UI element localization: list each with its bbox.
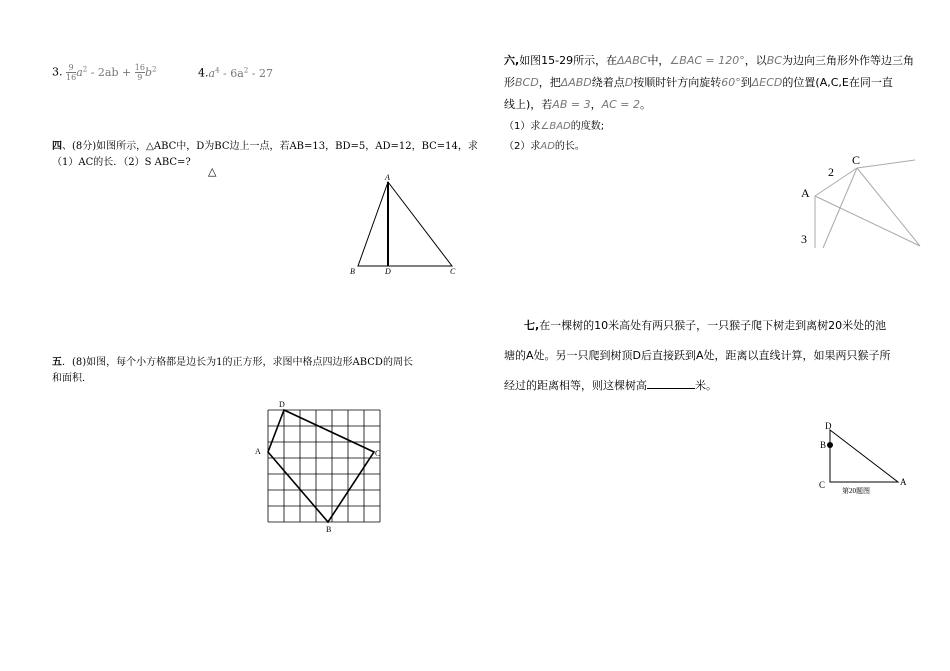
numerator: 9 <box>66 63 76 73</box>
label-d: D <box>279 400 285 409</box>
label-d: D <box>385 267 391 276</box>
text-run: 为边向三角形外作等边三角 <box>782 54 914 67</box>
exponent: 2 <box>151 65 157 73</box>
fraction-16-9 <box>135 63 145 82</box>
triangle-abc-figure <box>340 170 470 278</box>
text-run: 按顺时针方向旋转 <box>633 76 722 89</box>
math-triangle-abc: ΔABC <box>617 54 648 67</box>
question-4 <box>198 62 273 82</box>
math-d: D <box>624 76 634 89</box>
section-6-line-3 <box>504 94 914 116</box>
var-a: a <box>208 66 216 80</box>
text-run: ，以 <box>744 54 767 67</box>
math-bcd: BCD <box>515 76 539 89</box>
text-run: ， <box>590 98 602 111</box>
label-b: B <box>326 525 332 534</box>
label-c: C <box>852 153 861 167</box>
section-4-text <box>52 139 478 171</box>
section-6-questions <box>504 117 604 157</box>
section-heading: 六, <box>504 54 520 67</box>
section-heading: 五 <box>52 357 62 368</box>
label-a: A <box>255 447 261 456</box>
label-c: C <box>450 267 456 276</box>
math-ab-3: AB = 3 <box>552 98 591 111</box>
math-triangle-ecd: ΔECD <box>751 76 783 89</box>
var-a: a <box>76 65 83 79</box>
label-c: C <box>375 449 381 458</box>
segment-c-down <box>823 168 857 248</box>
text-run: （1）求 <box>504 121 541 132</box>
section-7-line-2 <box>504 341 891 371</box>
text-run: 到 <box>740 76 752 89</box>
text-run: 的度数; <box>570 121 605 132</box>
section-6-q2 <box>504 137 604 157</box>
text-run: 绕着点 <box>591 76 625 89</box>
numerator: 16 <box>134 63 145 73</box>
text-run: 的位置(A,C,E在同一直 <box>782 76 893 89</box>
segment-c-right <box>857 168 920 246</box>
expr-text: - 2ab + <box>87 65 132 79</box>
section-5-text <box>52 355 413 387</box>
text-run: ，把 <box>538 76 561 89</box>
label-d: D <box>825 421 832 431</box>
tree-monkey-figure <box>812 418 912 496</box>
question-3 <box>52 61 156 82</box>
section-6-text <box>504 50 914 116</box>
section-6-line-2 <box>504 72 914 94</box>
square-grid <box>268 410 380 522</box>
triangle-abc <box>358 182 452 266</box>
fraction-9-16 <box>66 63 76 82</box>
math-bc: BC <box>766 54 782 67</box>
math-angle-bac: ∠BAC = 120° <box>669 54 745 67</box>
text-run: 在一棵树的10米高处有两只猴子，一只猴子爬下树走到离树20米处的池 <box>539 319 887 332</box>
triangle-dca <box>830 430 898 482</box>
exponent: 4 <box>215 66 220 74</box>
math-angle-bad: ∠BAD <box>540 121 571 132</box>
label-2: 2 <box>828 165 834 179</box>
question-number: 4. <box>198 66 209 80</box>
denominator: 9 <box>137 73 143 83</box>
label-a: A <box>801 186 810 200</box>
triangle-symbol: △ <box>208 165 217 178</box>
point-b <box>827 442 833 448</box>
exponent: 2 <box>243 66 249 74</box>
answer-blank[interactable] <box>647 378 695 389</box>
denominator: 16 <box>66 73 77 83</box>
text-run: 。 <box>640 98 651 111</box>
text-run: 经过的距离相等，则这棵树高 <box>504 379 647 392</box>
section-5-line-2: 和面积． <box>52 373 92 384</box>
question-number: 3. <box>52 65 63 79</box>
rotation-figure <box>795 150 925 255</box>
var-b: b <box>144 65 152 79</box>
section-heading: 七, <box>524 319 540 332</box>
section-6-line-1 <box>504 50 914 72</box>
section-4-line-2: （1）AC的长．（2）S ABC=? <box>52 157 191 168</box>
expr-text: - 27 <box>248 66 273 80</box>
math-ac-2: AC = 2 <box>601 98 640 111</box>
label-b: B <box>820 440 827 450</box>
math-ad: AD <box>540 141 555 152</box>
section-5-line-1: ．(8)如图，每个小方格都是边长为1的正方形，求图中格点四边形ABCD的周长 <box>62 357 413 368</box>
text-run: 塘的A处。另一只爬到树顶D后直接跃到A处，距离以直线计算，如果两只猴子所 <box>504 349 891 362</box>
section-4-line-1: 、(8分)如图所示，△ABC中，D为BC边上一点，若AB=13，BD=5，AD=12，BC=14，求 <box>62 141 478 152</box>
expr-text: - 6a <box>219 66 244 80</box>
text-run: 的长。 <box>554 141 585 152</box>
section-heading: 四 <box>52 141 62 152</box>
section-7-line-1 <box>524 311 886 341</box>
grid-quadrilateral-figure <box>248 396 398 534</box>
label-a: A <box>900 477 907 487</box>
figure-caption: 第20题图 <box>842 487 870 495</box>
text-run: 如图15-29所示，在 <box>519 54 618 67</box>
math-60-deg: 60° <box>721 76 741 89</box>
label-a: A <box>385 173 390 182</box>
segment-c-top <box>857 160 915 168</box>
exponent: 2 <box>82 65 88 73</box>
label-3: 3 <box>801 232 807 246</box>
text-run: 形 <box>504 76 515 89</box>
text-run: 中， <box>647 54 670 67</box>
text-run: （2）求 <box>504 141 541 152</box>
section-6-q1 <box>504 117 604 137</box>
label-b: B <box>350 267 355 276</box>
section-7-line-3 <box>504 371 717 401</box>
segment-a-right <box>815 196 920 246</box>
label-c: C <box>819 480 826 490</box>
text-run: 线上)，若 <box>504 98 553 111</box>
math-triangle-abd: ΔABD <box>560 76 592 89</box>
text-run: 米。 <box>695 379 717 392</box>
